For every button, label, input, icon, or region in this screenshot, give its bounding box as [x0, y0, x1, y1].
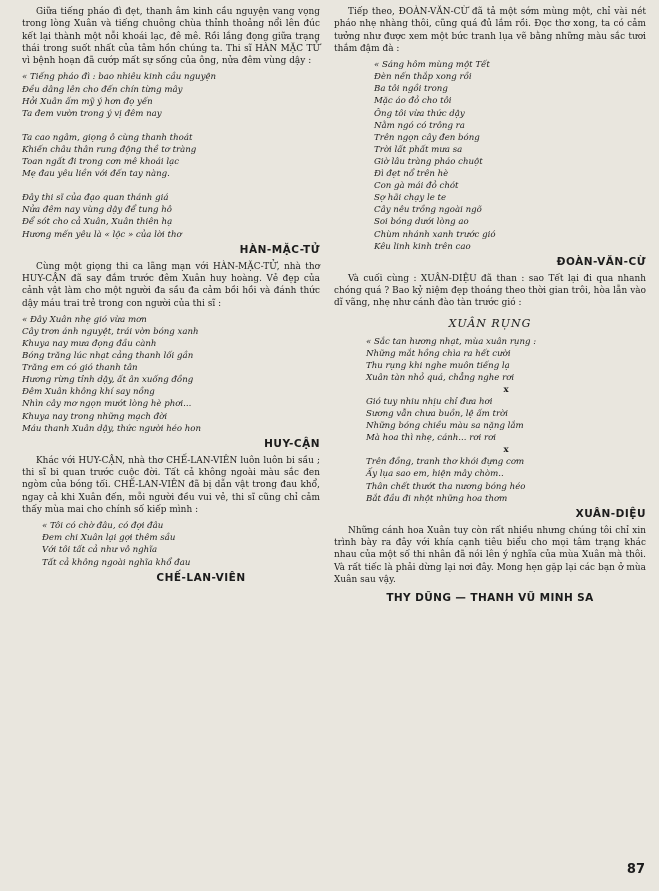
poem-line: « Tôi có chờ đâu, có đợi đâu	[42, 521, 164, 532]
poem-line: Sương vẫn chưa buồn, lệ ấm trời	[366, 409, 508, 420]
poem-line: Máu thanh Xuân dậy, thức người héo hon	[22, 423, 202, 434]
closing-paragraph: Những cánh hoa Xuân tuy còn rất nhiều nhưng chúng tôi chỉ xin trình bày ra đây với khía cạnh tiêu biểu cho mọi tâm trạng khác nhau của một số thi nhân đã nói lên ý nghĩa của mùa Xuân mà thôi. Và rất tiếc là phải dừng lại nơi đây. Mong hẹn gặp lại các bạn ở mùa Xuân sau vậy.	[334, 525, 646, 585]
poem-line: Thân chết thướt tha nương bóng héo	[366, 481, 526, 492]
poem-line: Những bóng chiều màu sa nặng lắm	[366, 421, 524, 432]
poem-line: Soi bóng dưới lòng ao	[374, 217, 469, 228]
poem-line: Toan ngất đi trong cơn mê khoái lạc	[22, 157, 180, 168]
poem-line: Giờ lâu tràng pháo chuột	[374, 156, 483, 167]
poem-line: Ba tôi ngồi trong	[374, 84, 448, 95]
paragraph-xuan-dieu: Và cuối cùng : XUÂN-DIỆU đã than : sao Tết lại đi qua nhanh chóng quá ? Bao kỷ niệm đẹp thoáng theo thời gian trôi, hòa lẫn vào dĩ vãng, nhẹ như cánh đào tàn trước gió :	[334, 273, 646, 309]
poem-line: Đây thi sĩ của đạo quan thánh giá	[22, 193, 169, 204]
poem-line: Gió tuy nhiu nhịu chỉ đưa hơi	[366, 396, 493, 407]
poem-line: Mặc áo đỏ cho tôi	[374, 96, 452, 107]
paragraph-huy-can: Cùng một giọng thi ca lãng mạn với HÀN-MẶC-TỬ, nhà thơ HUY-CẬN đã say đắm trước đêm Xuân huy hoàng. Vẻ đẹp của cảnh vật làm cho một người đa sầu đa cảm bồi hồi và đánh thức dậy máu trai trẻ trong con người của thi sĩ :	[22, 261, 320, 309]
paragraph-che-lan-vien: Khác với HUY-CẬN, nhà thơ CHẾ-LAN-VIÊN luôn luôn bi sầu ; thi sĩ bi quan trước cuộc đời. Tất cả không ngoài màu sắc đen ngòm của bóng tối. CHẾ-LAN-VIÊN đã bị dẫn vật trong đau khổ, ngay cả khi Xuân đến, mỗi người đều vui vẻ, thi sĩ cũng chỉ cảm thấy mùa mai cho chính số kiếp mình :	[22, 455, 320, 515]
poem-line: Khuya nay trong những mạch đời	[22, 411, 168, 422]
stanza-gap	[22, 180, 320, 192]
paragraph-doan-van-cu: Tiếp theo, ĐOÀN-VĂN-CỪ đã tả một sớm mùng một, chỉ vài nét pháo nhẹ nhàng thôi, cũng quá đủ lắm rồi. Đọc thơ xong, ta có cảm tưởng như được xem một bức tranh lụa vẽ bằng những màu sắc tươi thắm đậm đà :	[334, 7, 646, 54]
poem-line: Kêu linh kinh trên cao	[374, 241, 471, 252]
poem-line: Đêm Xuân không khí say nồng	[22, 387, 155, 398]
stanza-separator: x	[503, 384, 509, 395]
left-column	[22, 6, 320, 589]
poem-line: « Tiếng pháo đì : bao nhiêu kinh cầu nguyện	[22, 72, 217, 83]
author-han-mac-tu: HÀN-MẶC-TỬ	[239, 243, 320, 256]
poem-line: Cây trơn ánh nguyệt, trái vờn bóng xanh	[22, 326, 199, 337]
poem-line: Trời lất phất mưa sa	[374, 144, 463, 155]
poem-line: Hương rừng tỉnh dậy, ất ân xuống đồng	[22, 375, 194, 386]
poem-line: Mẹ đau yêu liền với đến tay nàng.	[22, 169, 170, 180]
poem-che-lan-vien	[22, 520, 320, 568]
poem-line: Trăng em có gió thanh tân	[22, 363, 138, 374]
stanza-separator: x	[503, 445, 509, 456]
poem-line: Hương mến yêu là « lộc » của lời thơ	[22, 229, 182, 240]
author-che-lan-vien: CHẾ-LAN-VIÊN	[156, 571, 246, 584]
poem-line: Với tôi tất cả như vô nghĩa	[42, 545, 158, 556]
column-divider	[327, 8, 328, 858]
poem-line: « Sáng hôm mùng một Tết	[374, 60, 490, 71]
poem-line: Đem chi Xuân lại gợi thêm sầu	[42, 533, 176, 544]
stanza-gap	[22, 120, 320, 132]
poem-line: Nhìn cây mơ ngọn mướt lòng hè phơi...	[22, 399, 192, 410]
poem-line: Tất cả không ngoài nghĩa khổ đau	[42, 557, 191, 568]
poem-line: Nửa đêm nay vùng dậy để tung hô	[22, 205, 172, 216]
poem-line: Đèn nến thắp xong rồi	[374, 72, 472, 83]
poem-line: Ta đem vườn trong ý vị đêm nay	[22, 108, 162, 119]
poem-line: Đều dâng lên cho đến chín từng mây	[22, 84, 183, 95]
poem-line: Chùm nhánh xanh trước gió	[374, 229, 496, 240]
poem-xuan-rung	[334, 336, 646, 505]
author-xuan-dieu: XUÂN-DIỆU	[575, 507, 646, 520]
article-signature: THY DŨNG — THANH VŨ MINH SA	[386, 592, 594, 605]
right-column	[334, 6, 646, 604]
poem-line: Nằm ngó có trông ra	[374, 120, 465, 131]
poem-line: Con gà mái đỏ chót	[374, 181, 459, 192]
poem-line: « Sắc tan hương nhạt, mùa xuân rụng :	[366, 336, 537, 347]
poem-line: Khiến châu thân rung động thề tơ tràng	[22, 144, 197, 155]
poem-line: Ta cao ngâm, giọng ô cùng thanh thoát	[22, 132, 193, 143]
poem-line: Cây nêu trồng ngoài ngõ	[374, 205, 482, 216]
poem-line: Xuân tàn nhỏ quá, chẳng nghe rơi	[366, 372, 515, 383]
poem-line: Ông tôi vừa thức dậy	[374, 108, 465, 119]
poem-doan-van-cu	[334, 59, 646, 253]
poem-line: Trên ngọn cây đen bóng	[374, 132, 480, 143]
poem-han-mac-tu	[22, 71, 320, 240]
poem-line: « Đây Xuân nhẹ gió vừa mơn	[22, 314, 147, 325]
poem-line: Khuya nay mưa đọng đầu cành	[22, 338, 157, 349]
poem-line: Đì đẹt nổ trên hè	[374, 169, 449, 180]
poem-line: Để sót cho cả Xuân, Xuân thiên hạ	[22, 217, 173, 228]
page-number: 87	[626, 862, 645, 877]
author-huy-can: HUY-CẬN	[264, 437, 320, 450]
poem-line: Hởi Xuân ấm mỹ ý hơn đọ yến	[22, 96, 153, 107]
author-doan-van-cu: ĐOÀN-VĂN-CỪ	[556, 255, 646, 268]
poem-line: Ấy lụa sao em, hiện mây chòm..	[366, 469, 504, 480]
poem-line: Trên đồng, tranh thơ khói đựng cơm	[366, 457, 525, 468]
poem-line: Mà hoa thì nhẹ, cánh... rơi rơi	[366, 433, 497, 444]
poem-line: Thu rụng khi nghe muôn tiếng lạ	[366, 360, 510, 371]
poem-huy-can	[22, 314, 320, 435]
poem-line: Sợ hãi chạy le te	[374, 193, 447, 204]
poem-line: Bắt đầu đi nhột những hoa thơm	[366, 493, 508, 504]
poem-title-xuan-rung: XUÂN RỤNG	[448, 316, 532, 330]
intro-paragraph: Giữa tiếng pháo đì đẹt, thanh âm kinh cầu nguyện vang vọng trong lòng Xuân và tiếng chuông chùa thỉnh thoảng nổi lên đúc kết lại thành một nỗi khoái lạc, đê mê. Rồi lắng đọng giữa trạng thái trong suốt nhất của tâm hồn chúng ta. Thi sĩ HÀN MẶC TỬ vì bệnh hoạn đã cướp mất sự sống của ông, nửa đêm vùng dậy :	[22, 7, 320, 67]
poem-line: Bóng trăng lúc nhạt cảng thanh lối gần	[22, 351, 194, 362]
poem-line: Những mắt hồng chìa ra hết cười	[366, 348, 511, 359]
